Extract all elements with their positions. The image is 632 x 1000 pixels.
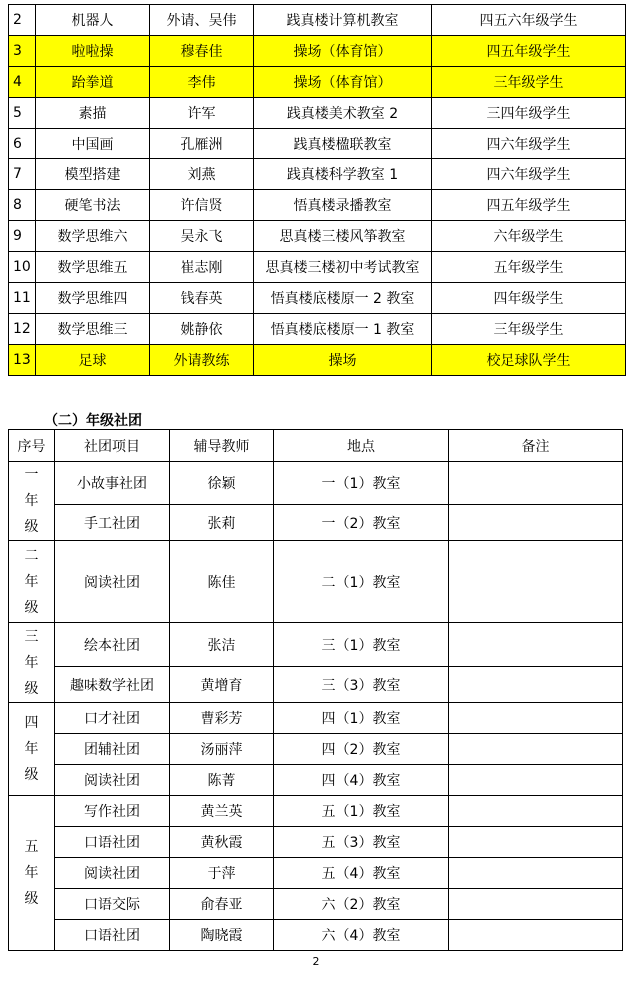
cell-place: 悟真楼底楼原一 1 教室: [254, 313, 432, 344]
table-row: [9, 313, 626, 344]
grade-label: [9, 541, 55, 623]
cell-target: 四五六年级学生: [432, 5, 626, 36]
cell-teacher: 外请教练: [150, 344, 254, 375]
cell-item: 模型搭建: [36, 159, 150, 190]
cell-item: 跆拳道: [36, 66, 150, 97]
cell-item: 数学思维三: [36, 313, 150, 344]
cell-item: 阅读社团: [55, 765, 170, 796]
cell-teacher: 姚静依: [150, 313, 254, 344]
cell-place: 六（2）教室: [274, 889, 449, 920]
table-row: [9, 66, 626, 97]
cell-no: 12: [9, 313, 36, 344]
cell-teacher: 穆春佳: [150, 35, 254, 66]
cell-item: 写作社团: [55, 796, 170, 827]
cell-place: 践真楼美术教室 2: [254, 97, 432, 128]
cell-target: 三四年级学生: [432, 97, 626, 128]
cell-place: 四（2）教室: [274, 734, 449, 765]
grade-label-char: 一: [24, 467, 39, 483]
grade-label: [9, 796, 55, 951]
table-row: [9, 623, 623, 667]
header-teacher: 辅导教师: [170, 430, 274, 462]
grade-club-table: [8, 429, 623, 951]
cell-teacher: 吴永飞: [150, 221, 254, 252]
cell-item: 小故事社团: [55, 462, 170, 505]
header-note: 备注: [449, 430, 623, 462]
grade-label-char: 年: [24, 573, 39, 590]
table-row: [9, 541, 623, 623]
header-item: 社团项目: [55, 430, 170, 462]
cell-note: [449, 541, 623, 623]
cell-place: 操场（体育馆）: [254, 66, 432, 97]
cell-teacher: 徐颖: [170, 462, 274, 505]
table-row: [9, 765, 623, 796]
cell-teacher: 张莉: [170, 505, 274, 541]
cell-teacher: 许军: [150, 97, 254, 128]
cell-place: 操场: [254, 344, 432, 375]
cell-item: 阅读社团: [55, 858, 170, 889]
grade-label-char: 四: [24, 715, 39, 731]
table-row: [9, 344, 626, 375]
cell-place: 操场（体育馆）: [254, 35, 432, 66]
cell-teacher: 外请、吴伟: [150, 5, 254, 36]
grade-label: [9, 623, 55, 703]
cell-item: 团辅社团: [55, 734, 170, 765]
cell-place: 四（4）教室: [274, 765, 449, 796]
table-row: [9, 889, 623, 920]
grade-label-char: 级: [24, 891, 39, 907]
cell-place: 六（4）教室: [274, 920, 449, 951]
cell-place: 五（4）教室: [274, 858, 449, 889]
cell-place: 三（3）教室: [274, 667, 449, 703]
table-row: [9, 505, 623, 541]
table-row: [9, 667, 623, 703]
header-no: 序号: [9, 430, 55, 462]
cell-no: 13: [9, 344, 36, 375]
table-row: [9, 128, 626, 159]
cell-no: 6: [9, 128, 36, 159]
cell-no: 8: [9, 190, 36, 221]
table-row: [9, 703, 623, 734]
cell-no: 10: [9, 252, 36, 283]
cell-note: [449, 623, 623, 667]
cell-item: 啦啦操: [36, 35, 150, 66]
table-row: [9, 827, 623, 858]
cell-place: 一（2）教室: [274, 505, 449, 541]
cell-teacher: 李伟: [150, 66, 254, 97]
cell-place: 三（1）教室: [274, 623, 449, 667]
grade-label-char: 年: [24, 741, 39, 757]
cell-place: 五（3）教室: [274, 827, 449, 858]
cell-place: 五（1）教室: [274, 796, 449, 827]
cell-note: [449, 667, 623, 703]
cell-item: 素描: [36, 97, 150, 128]
grade-label: [9, 462, 55, 541]
cell-place: 思真楼三楼初中考试教室: [254, 252, 432, 283]
grade-label-char: 级: [24, 680, 39, 697]
cell-no: 5: [9, 97, 36, 128]
table-row: [9, 858, 623, 889]
cell-note: [449, 765, 623, 796]
cell-place: 践真楼科学教室 1: [254, 159, 432, 190]
cell-no: 7: [9, 159, 36, 190]
cell-item: 数学思维六: [36, 221, 150, 252]
cell-target: 四年级学生: [432, 283, 626, 314]
cell-teacher: 黄秋霞: [170, 827, 274, 858]
grade-label-char: 年: [24, 493, 39, 509]
cell-teacher: 汤丽萍: [170, 734, 274, 765]
cell-target: 三年级学生: [432, 313, 626, 344]
cell-note: [449, 703, 623, 734]
cell-target: 四六年级学生: [432, 159, 626, 190]
table-row: [9, 5, 626, 36]
cell-teacher: 陈佳: [170, 541, 274, 623]
grade-label-char: 级: [24, 767, 39, 783]
cell-teacher: 许信贤: [150, 190, 254, 221]
school-club-table: [8, 4, 626, 376]
page-number: 2: [312, 955, 320, 968]
cell-teacher: 曹彩芳: [170, 703, 274, 734]
cell-teacher: 崔志刚: [150, 252, 254, 283]
table-row: [9, 252, 626, 283]
table-row: [9, 283, 626, 314]
table-row: [9, 734, 623, 765]
grade-label-char: 二: [24, 547, 39, 564]
grade-label-char: 级: [24, 599, 39, 616]
cell-place: 思真楼三楼风筝教室: [254, 221, 432, 252]
cell-place: 二（1）教室: [274, 541, 449, 623]
grade-label: [9, 703, 55, 796]
cell-no: 9: [9, 221, 36, 252]
cell-teacher: 于萍: [170, 858, 274, 889]
cell-no: 2: [9, 5, 36, 36]
table-row: [9, 796, 623, 827]
cell-item: 口语社团: [55, 827, 170, 858]
cell-item: 口才社团: [55, 703, 170, 734]
cell-target: 四五年级学生: [432, 190, 626, 221]
cell-teacher: 孔雁洲: [150, 128, 254, 159]
cell-place: 践真楼计算机教室: [254, 5, 432, 36]
cell-teacher: 陶晓霞: [170, 920, 274, 951]
cell-place: 四（1）教室: [274, 703, 449, 734]
cell-item: 趣味数学社团: [55, 667, 170, 703]
cell-note: [449, 858, 623, 889]
cell-item: 机器人: [36, 5, 150, 36]
table-header-row: [9, 430, 623, 462]
cell-item: 数学思维四: [36, 283, 150, 314]
cell-target: 校足球队学生: [432, 344, 626, 375]
cell-target: 三年级学生: [432, 66, 626, 97]
cell-target: 六年级学生: [432, 221, 626, 252]
grade-label-char: 级: [24, 519, 39, 535]
grade-label-char: 三: [24, 628, 39, 645]
cell-place: 悟真楼录播教室: [254, 190, 432, 221]
cell-note: [449, 796, 623, 827]
cell-teacher: 黄增育: [170, 667, 274, 703]
cell-place: 悟真楼底楼原一 2 教室: [254, 283, 432, 314]
cell-no: 11: [9, 283, 36, 314]
cell-target: 四六年级学生: [432, 128, 626, 159]
cell-note: [449, 827, 623, 858]
grade-label-char: 五: [24, 839, 39, 855]
cell-note: [449, 889, 623, 920]
cell-teacher: 刘燕: [150, 159, 254, 190]
cell-note: [449, 462, 623, 505]
table-row: [9, 97, 626, 128]
grade-label-char: 年: [24, 865, 39, 881]
cell-no: 4: [9, 66, 36, 97]
cell-item: 口语交际: [55, 889, 170, 920]
cell-teacher: 张洁: [170, 623, 274, 667]
cell-item: 口语社团: [55, 920, 170, 951]
cell-item: 硬笔书法: [36, 190, 150, 221]
cell-teacher: 钱春英: [150, 283, 254, 314]
cell-target: 五年级学生: [432, 252, 626, 283]
cell-note: [449, 505, 623, 541]
table-row: [9, 920, 623, 951]
cell-target: 四五年级学生: [432, 35, 626, 66]
cell-item: 中国画: [36, 128, 150, 159]
cell-item: 阅读社团: [55, 541, 170, 623]
cell-note: [449, 920, 623, 951]
cell-teacher: 陈菁: [170, 765, 274, 796]
header-place: 地点: [274, 430, 449, 462]
cell-teacher: 黄兰英: [170, 796, 274, 827]
cell-item: 数学思维五: [36, 252, 150, 283]
table-row: [9, 159, 626, 190]
cell-item: 手工社团: [55, 505, 170, 541]
cell-item: 绘本社团: [55, 623, 170, 667]
grade-label-char: 年: [24, 654, 39, 671]
table-row: [9, 462, 623, 505]
table-row: [9, 221, 626, 252]
cell-teacher: 俞春亚: [170, 889, 274, 920]
table-row: [9, 35, 626, 66]
cell-no: 3: [9, 35, 36, 66]
table-row: [9, 190, 626, 221]
cell-place: 践真楼楹联教室: [254, 128, 432, 159]
section-heading: （二）年级社团: [44, 413, 142, 429]
cell-item: 足球: [36, 344, 150, 375]
cell-place: 一（1）教室: [274, 462, 449, 505]
cell-note: [449, 734, 623, 765]
